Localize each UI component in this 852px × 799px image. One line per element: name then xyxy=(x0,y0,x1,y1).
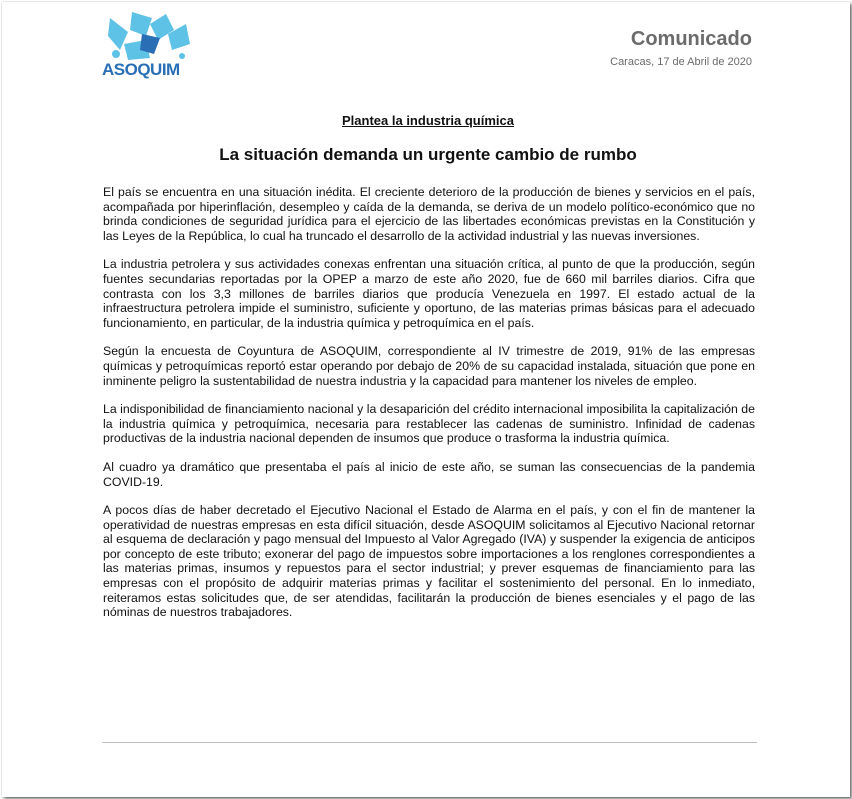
document-page xyxy=(2,2,850,797)
body-paragraph: A pocos días de haber decretado el Ejecutivo Nacional el Estado de Alarma en el país, y con el fin de mantener la operatividad de nuestras empresas en esta difícil situación, desde ASOQUIM solicitamos al Ejecutivo Nacional retornar al esquema de declaración y pago mensual del Impuesto al Valor Agregado (IVA) y suspender la exigencia de anticipos por concepto de este tributo; exonerar del pago de impuestos sobre importaciones a los renglones correspondientes a las materias primas, insumos y repuestos para el sector industrial; y prever esquemas de financiamiento para las empresas con el propósito de adquirir materias primas y facilitar el sostenimiento del personal. En lo inmediato, reiteramos estas solicitudes que, de ser atendidas, facilitarán la producción de bienes esenciales y el pago de las nóminas de nuestros trabajadores. xyxy=(103,503,755,620)
document-type: Comunicado xyxy=(630,28,752,50)
article-kicker: Plantea la industria química xyxy=(342,113,514,128)
place-date: Caracas, 17 de Abril de 2020 xyxy=(610,56,752,68)
logo-wordmark: ASOQUIM xyxy=(102,60,180,79)
asoquim-logo xyxy=(102,10,202,80)
article-body xyxy=(103,185,755,634)
molecule-logo-icon xyxy=(102,10,192,62)
article-headline: La situación demanda un urgente cambio de rumbo xyxy=(219,145,637,164)
body-paragraph: La industria petrolera y sus actividades conexas enfrentan una situación crítica, al punto de que la producción, según fuentes secundarias reportadas por la OPEP a marzo de este año 2020, fue de 660 mil barriles diarios. Cifra que contrasta con los 3,3 millones de barriles diarios que producía Venezuela en 1997. El estado actual de la infraestructura petrolera impide el suministro, suficiente y oportuno, de las materias primas básicas para el adecuado funcionamiento, en particular, de la industria química y petroquímica en el país. xyxy=(103,257,755,330)
body-paragraph: Al cuadro ya dramático que presentaba el país al inicio de este año, se suman las consecuencias de la pandemia COVID-19. xyxy=(103,459,755,489)
body-paragraph: Según la encuesta de Coyuntura de ASOQUIM, correspondiente al IV trimestre de 2019, 91% de las empresas químicas y petroquímicas reportó estar operando por debajo de 20% de su capacidad instalada, situación que pone en inminente peligro la sustentabilidad de nuestra industria y la capacidad para mantener los niveles de empleo. xyxy=(103,344,755,388)
footer-divider xyxy=(102,742,757,743)
body-paragraph: El país se encuentra en una situación inédita. El creciente deterioro de la producción de bienes y servicios en el país, acompañada por hiperinflación, desempleo y caída de la demanda, se deriva de un modelo político-económico que no brinda condiciones de seguridad jurídica para el ejercicio de las libertades económicas previstas en la Constitución y las Leyes de la República, lo cual ha truncado el desarrollo de la actividad industrial y las nuevas inversiones. xyxy=(103,185,755,243)
body-paragraph: La indisponibilidad de financiamiento nacional y la desaparición del crédito internacional imposibilita la capitalización de la industria química y petroquímica, necesaria para restablecer las cadenas de suministro. Infinidad de cadenas productivas de la industria nacional dependen de insumos que produce o trasforma la industria química. xyxy=(103,402,755,446)
